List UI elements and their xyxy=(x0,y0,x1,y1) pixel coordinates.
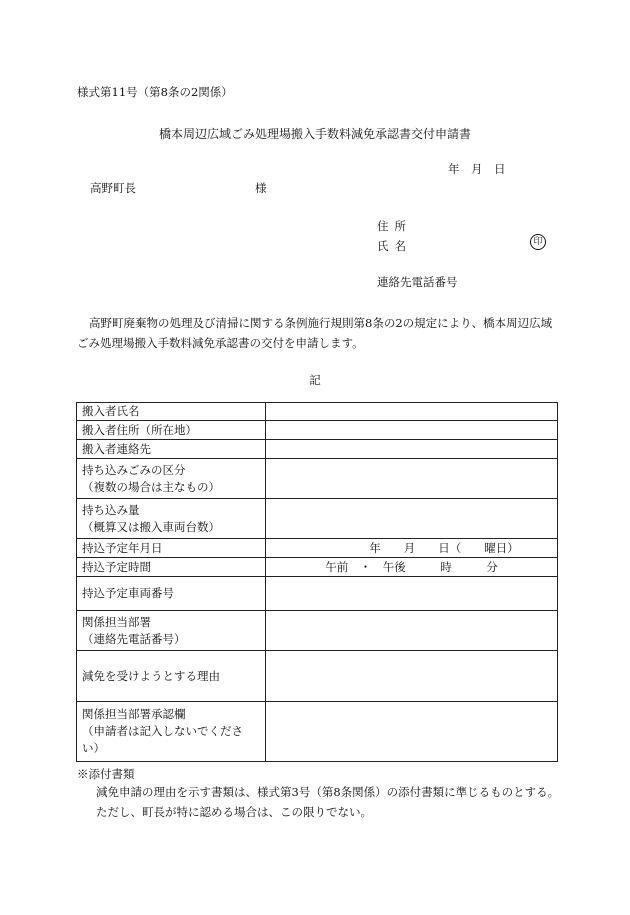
name-label: 氏名 xyxy=(377,239,412,253)
row-label: 持込予定車両番号 xyxy=(77,577,266,611)
document-title: 橋本周辺広域ごみ処理場搬入手数料減免承認書交付申請書 xyxy=(158,127,471,141)
attachments-note-2: ただし、町長が特に認める場合は、この限りでない。 xyxy=(96,805,372,819)
table-row xyxy=(77,499,558,539)
attachments-note-1: 減免申請の理由を示す書類は、様式第3号（第8条関係）の添付書類に準じるものとする。 xyxy=(96,785,560,799)
row-label: 持ち込みごみの区分 （複数の場合は主なもの） xyxy=(77,459,266,499)
table-row xyxy=(77,577,558,611)
table-row xyxy=(77,459,558,499)
addressee: 高野町長 xyxy=(90,181,136,195)
table-row xyxy=(77,421,558,440)
table-row xyxy=(77,403,558,421)
row-label: 関係担当部署承認欄 （申請者は記入しないでください） xyxy=(77,702,266,762)
row-value-field[interactable] xyxy=(266,651,558,702)
row-value-field[interactable] xyxy=(266,440,558,459)
address-label: 住所 xyxy=(377,219,412,233)
row-label: 搬入者住所（所在地） xyxy=(77,421,266,440)
row-label: 搬入者氏名 xyxy=(77,403,266,421)
application-table xyxy=(76,402,558,762)
row-value-field[interactable] xyxy=(266,421,558,440)
row-value-field[interactable] xyxy=(266,611,558,651)
row-value-field[interactable] xyxy=(266,577,558,611)
row-value-field[interactable] xyxy=(266,499,558,539)
scheduled-time-field[interactable]: 午前 ・ 午後 時 分 xyxy=(266,558,558,577)
seal-mark: 印 xyxy=(530,234,546,250)
table-row xyxy=(77,440,558,459)
table-row xyxy=(77,558,558,577)
honorific: 様 xyxy=(255,181,267,195)
table-row xyxy=(77,611,558,651)
table-row xyxy=(77,651,558,702)
ki-heading: 記 xyxy=(309,373,321,387)
row-label: 搬入者連絡先 xyxy=(77,440,266,459)
application-statement: 高野町廃棄物の処理及び清掃に関する条例施行規則第8条の2の規定により、橋本周辺広域ごみ処理場搬入手数料減免承認書の交付を申請します。 xyxy=(77,316,553,350)
contact-phone-label: 連絡先電話番号 xyxy=(377,275,458,289)
table-row xyxy=(77,702,558,762)
row-label: 持込予定年月日 xyxy=(77,539,266,558)
row-label: 関係担当部署 （連絡先電話番号） xyxy=(77,611,266,651)
date-fields: 年 月 日 xyxy=(448,162,506,176)
scheduled-date-field[interactable]: 年 月 日（ 曜日） xyxy=(266,539,558,558)
attachments-heading: ※添付書類 xyxy=(77,767,135,781)
row-value-field xyxy=(266,702,558,762)
row-value-field[interactable] xyxy=(266,403,558,421)
row-label: 持ち込み量 （概算又は搬入車両台数） xyxy=(77,499,266,539)
row-label: 持込予定時間 xyxy=(77,558,266,577)
row-value-field[interactable] xyxy=(266,459,558,499)
row-label: 減免を受けようとする理由 xyxy=(77,651,266,702)
table-row xyxy=(77,539,558,558)
form-number: 様式第11号（第8条の2関係） xyxy=(77,85,233,99)
